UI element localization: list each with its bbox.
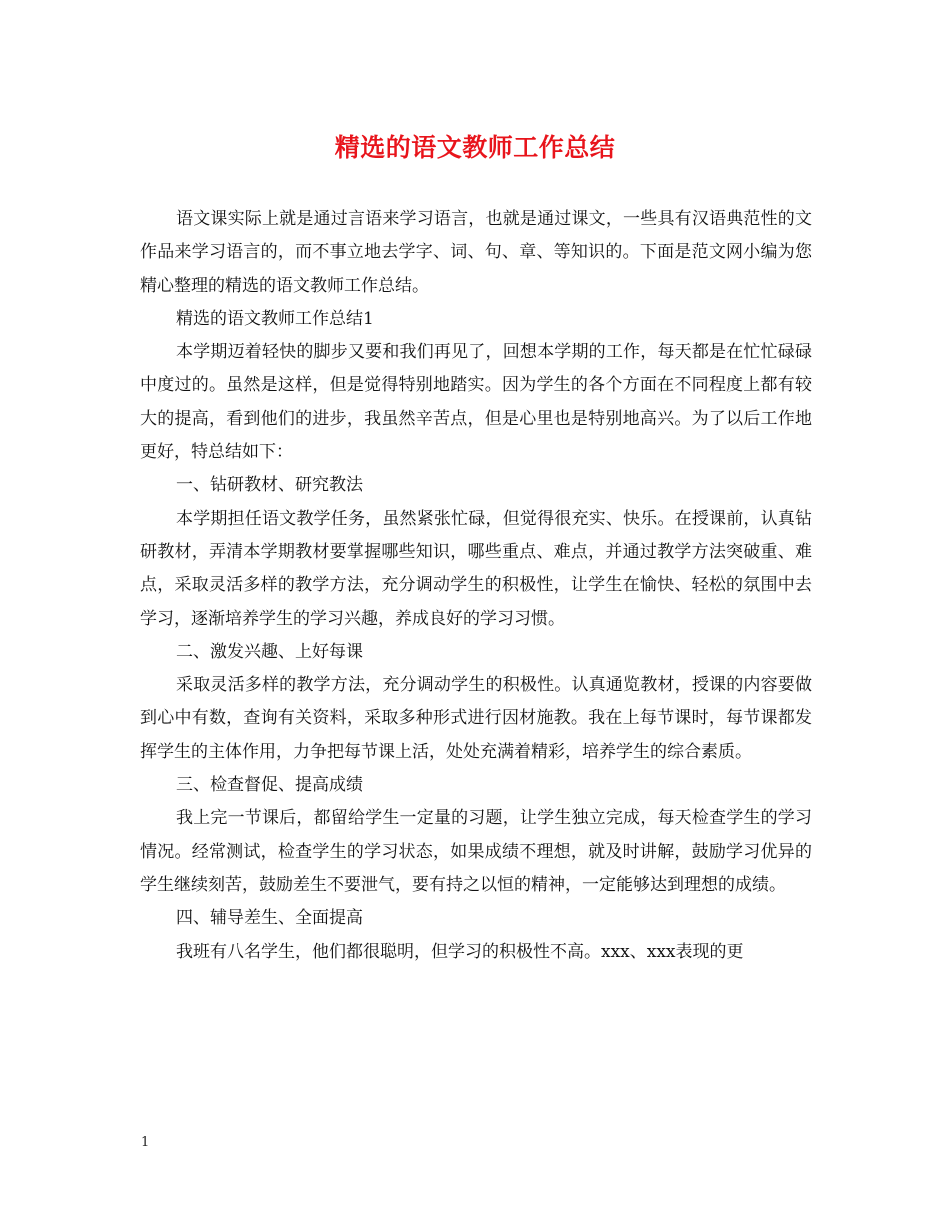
- section-heading: 一、钻研教材、研究教法: [176, 475, 363, 496]
- intro-paragraph: 语文课实际上就是通过言语来学习语言，也就是通过课文，一些具有汉语典范性的文作品来学习语言的，而不事立地去学字、词、句、章、等知识的。下面是范文网小编为您精心整理的精选的语文教师工作总结。: [140, 209, 812, 296]
- document-body: [140, 203, 812, 969]
- body-paragraph: 本学期担任语文教学任务，虽然紧张忙碌，但觉得很充实、快乐。在授课前，认真钻研教材，弄清本学期教材要掌握哪些知识，哪些重点、难点，并通过教学方法突破重、难点，采取灵活多样的教学方法，充分调动学生的积极性，让学生在愉快、轻松的氛围中去学习，逐渐培养学生的学习兴趣，养成良好的学习习惯。: [140, 508, 812, 629]
- page-number: 1: [141, 1135, 150, 1150]
- section-heading: 二、激发兴趣、上好每课: [176, 641, 363, 662]
- section-heading: 精选的语文教师工作总结1: [176, 308, 374, 329]
- body-paragraph: 我上完一节课后，都留给学生一定量的习题，让学生独立完成，每天检查学生的学习情况。经常测试，检查学生的学习状态，如果成绩不理想，就及时讲解，鼓励学习优异的学生继续刻苦，鼓励差生不要泄气，要有持之以恒的精神，一定能够达到理想的成绩。: [140, 808, 812, 895]
- section-heading: 四、辅导差生、全面提高: [176, 908, 363, 929]
- body-paragraph: 采取灵活多样的教学方法，充分调动学生的积极性。认真通览教材，授课的内容要做到心中有数，查询有关资料，采取多种形式进行因材施教。我在上每节课时，每节课都发挥学生的主体作用，力争把每节课上活，处处充满着精彩，培养学生的综合素质。: [140, 675, 812, 762]
- body-paragraph: 我班有八名学生，他们都很聪明，但学习的积极性不高。xxx、xxx表现的更: [176, 941, 744, 962]
- document-title: 精选的语文教师工作总结: [334, 133, 616, 162]
- section-heading: 三、检查督促、提高成绩: [176, 775, 363, 796]
- body-paragraph: 本学期迈着轻快的脚步又要和我们再见了，回想本学期的工作，每天都是在忙忙碌碌中度过的。虽然是这样，但是觉得特别地踏实。因为学生的各个方面在不同程度上都有较大的提高，看到他们的进步，我虽然辛苦点，但是心里也是特别地高兴。为了以后工作地更好，特总结如下：: [140, 342, 812, 463]
